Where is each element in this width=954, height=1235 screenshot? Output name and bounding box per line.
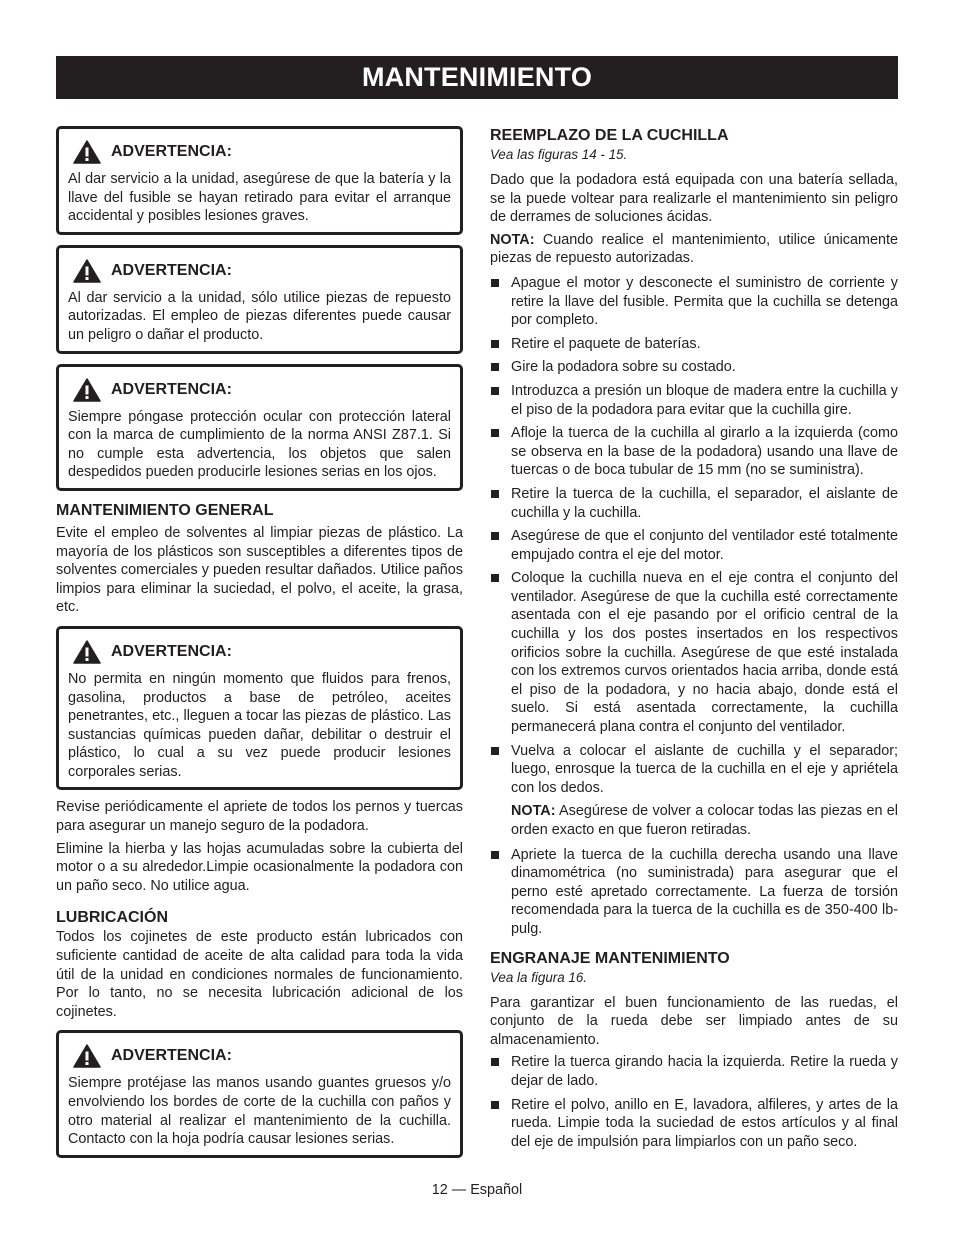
warning-triangle-icon	[73, 140, 101, 164]
section-heading: REEMPLAZO DE LA CUCHILLA	[490, 127, 729, 144]
blade-steps-list	[490, 274, 898, 797]
left-column	[56, 126, 463, 1168]
warning-heading: ADVERTENCIA:	[111, 642, 232, 660]
section-text: Evite el empleo de solventes al limpiar piezas de plástico. La mayoría de los plásticos son susceptibles a diferentes tipos de solventes comerciales y pueden resultar dañados. Utilice paños limpios para eliminar la suciedad, el polvo, el aceite, la grasa, etc.	[56, 524, 463, 616]
cleaning-paragraph: Elimine la hierba y las hojas acumuladas sobre la cubierta del motor o a su alrededor.Limpie ocasionalmente la podadora con un paño seco. No utilice agua.	[56, 840, 463, 894]
section-intro: Para garantizar el buen funcionamiento de las ruedas, el conjunto de la rueda debe ser limpiado antes de su almacenamiento.	[490, 994, 898, 1048]
gear-maintenance-section	[490, 949, 898, 1152]
list-item: Retire el polvo, anillo en E, lavadora, alfileres, y artes de la rueda. Limpie toda la suciedad de estos artículos y al final del eje de impulsión para limpiarlos con un paño seco.	[490, 1096, 898, 1152]
warning-heading: ADVERTENCIA:	[111, 143, 232, 160]
warning-triangle-icon	[73, 640, 101, 664]
right-column	[490, 126, 898, 1156]
list-item: Apriete la tuerca de la cuchilla derecha usando una llave dinamométrica (no suministrada) para asegurar que el perno esté apretado correctamente. La fuerza de torsión recomendada para la tuerca de la cuchilla es de 350-400 lb-pulg.	[490, 846, 898, 939]
section-heading: MANTENIMIENTO GENERAL	[56, 501, 274, 519]
warning-triangle-icon	[73, 259, 101, 283]
section-intro: Dado que la podadora está equipada con una batería sellada, se la puede voltear para realizarle el mantenimiento sin peligro de derrames de soluciones ácidas.	[490, 172, 898, 226]
list-item: Apague el motor y desconecte el suministro de corriente y retire la llave del fusible. Permita que la cuchilla se detenga por completo.	[490, 274, 898, 330]
figure-reference: Vea las figuras 14 - 15.	[490, 147, 628, 162]
warning-box-eye-protection	[56, 364, 463, 491]
page-title-bar	[56, 56, 898, 99]
note-text: Asegúrese de volver a colocar todas las piezas en el orden exacto en que fueron retiradas.	[511, 803, 898, 838]
list-item: Retire la tuerca de la cuchilla, el separador, el aislante de cuchilla y la cuchilla.	[490, 485, 898, 522]
gear-steps-list	[490, 1053, 898, 1151]
warning-text: Siempre protéjase las manos usando guantes gruesos y/o envolviendo los bordes de corte de la cuchilla con paños y otro material al realizar el mantenimiento de la cuchilla. Contacto con la hoja podría causar lesiones serias.	[68, 1075, 451, 1148]
list-item: Gire la podadora sobre su costado.	[490, 358, 898, 377]
warning-box-parts	[56, 245, 463, 354]
warning-box-battery	[56, 126, 463, 235]
warning-heading: ADVERTENCIA:	[111, 1047, 232, 1065]
note	[490, 231, 898, 268]
page-title: MANTENIMIENTO	[361, 62, 593, 92]
note-label: NOTA:	[490, 231, 535, 248]
list-item: Introduzca a presión un bloque de madera entre la cuchilla y el piso de la podadora para evitar que la cuchilla gire.	[490, 382, 898, 419]
section-heading: LUBRICACIÓN	[56, 909, 168, 927]
list-item: Retire el paquete de baterías.	[490, 335, 898, 354]
warning-text: Al dar servicio a la unidad, asegúrese de que la batería y la llave del fusible se hayan retirado para evitar el arranque accidental y posibles lesiones graves.	[68, 171, 451, 225]
warning-text: Siempre póngase protección ocular con protección lateral con la marca de cumplimiento de la norma ANSI Z87.1. Si no cumple esta advertencia, los objetos que salen despedidos pueden producirle lesiones serias en los ojos.	[68, 408, 451, 481]
warning-triangle-icon	[73, 1044, 101, 1068]
list-item: Retire la tuerca girando hacia la izquierda. Retire la rueda y dejar de lado.	[490, 1053, 898, 1090]
warning-text: No permita en ningún momento que fluidos para frenos, gasolina, productos a base de petróleo, aceites penetrantes, etc., lleguen a tocar las piezas de plástico. Las sustancias químicas pueden dañar, debilitar o destruir el plástico, lo cual a su vez puede producir lesiones corporales serias.	[68, 670, 451, 780]
warning-text: Al dar servicio a la unidad, sólo utilice piezas de repuesto autorizadas. El empleo de piezas diferentes puede causar un peligro o dañar el producto.	[68, 289, 451, 343]
figure-reference: Vea la figura 16.	[490, 969, 588, 985]
warning-box-gloves	[56, 1030, 463, 1157]
warning-triangle-icon	[73, 378, 101, 402]
warning-heading: ADVERTENCIA:	[111, 261, 232, 279]
list-item: Afloje la tuerca de la cuchilla al girarlo a la izquierda (como se observa en la base de la podadora) usando una llave de tuercas o de boca tubular de 15 mm (no se suministra).	[490, 424, 898, 480]
note-label: NOTA:	[511, 803, 556, 820]
list-item: Asegúrese de que el conjunto del ventilador esté totalmente empujado contra el eje del motor.	[490, 527, 898, 564]
section-heading: ENGRANAJE MANTENIMIENTO	[490, 949, 730, 967]
list-item: Coloque la cuchilla nueva en el eje contra el conjunto del ventilador. Asegúrese de que la cuchilla esté correctamente asentada con el eje pasando por el orificio central de la cuchilla y los dos postes insertados en los respectivos orificios sobre la cuchilla. Asegúrese de que esté instalada con los extremos curvos orientados hacia arriba, donde está el piso de la podadora, y no hacia abajo, donde está el suelo. Si está asentada correctamente, la cuchilla permanecerá plana contra el conjunto del ventilador.	[490, 569, 898, 736]
general-maintenance-section	[56, 501, 463, 617]
note	[490, 802, 898, 839]
lubrication-section	[56, 908, 463, 1021]
blade-replacement-section	[490, 126, 898, 939]
section-text: Todos los cojinetes de este producto están lubricados con suficiente cantidad de aceite de alta calidad para toda la vida útil de la unidad en condiciones normales de funcionamiento. Por lo tanto, no se necesita lubricación adicional de los cojinetes.	[56, 929, 463, 1020]
note-text: Cuando realice el mantenimiento, utilice únicamente piezas de repuesto autorizadas.	[490, 231, 898, 267]
list-item: Vuelva a colocar el aislante de cuchilla y el separador; luego, enrosque la tuerca de la cuchilla en el eje y apriétela con los dedos.	[490, 742, 898, 798]
warning-box-fluids	[56, 626, 463, 791]
page-footer: 12 — Español	[431, 1182, 523, 1198]
warning-heading: ADVERTENCIA:	[111, 380, 232, 398]
bolts-paragraph: Revise periódicamente el apriete de todos los pernos y tuercas para asegurar un manejo seguro de la podadora.	[56, 799, 463, 835]
